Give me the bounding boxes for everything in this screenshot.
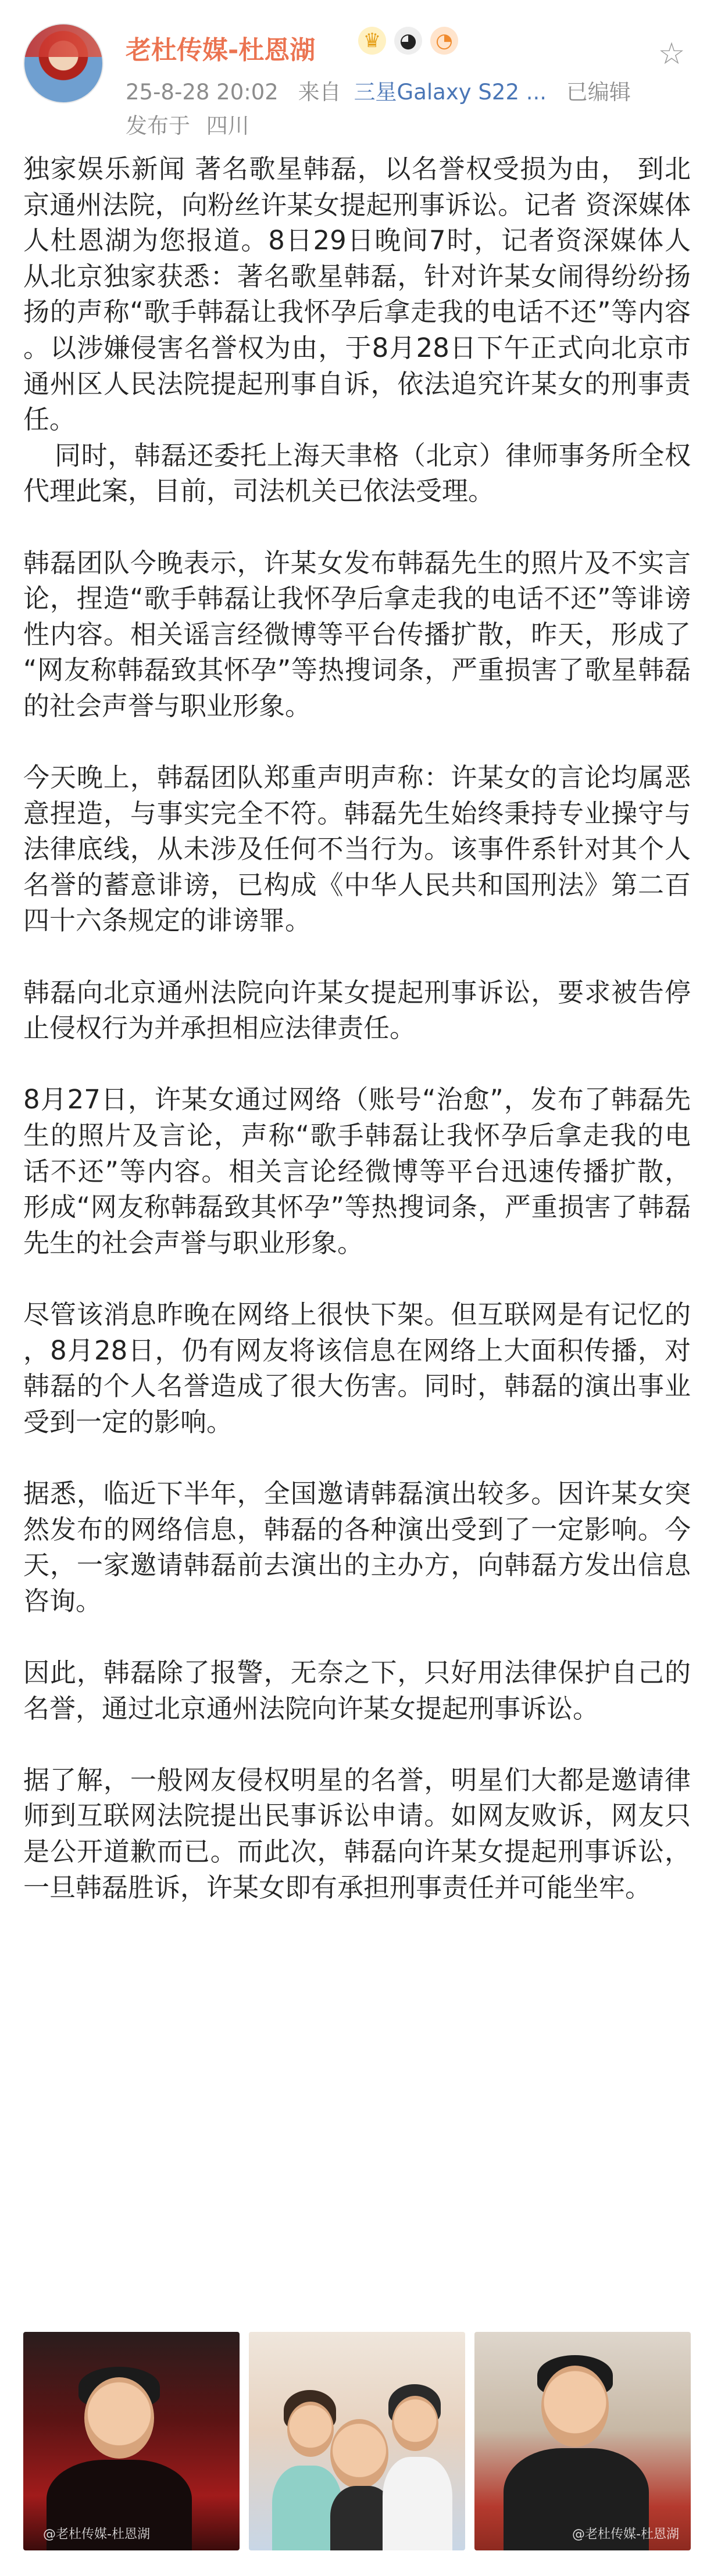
paragraph-5: 韩磊向北京通州法院向许某女提起刑事诉讼，要求被告停止侵权行为并承担相应法律责任。 (23, 976, 691, 1044)
paragraph-2: 同时，韩磊还委托上海天聿格（北京）律师事务所全权代理此案，目前，司法机关已依法受理。 (23, 439, 691, 507)
post-timestamp: 25-8-28 20:02 (126, 80, 279, 105)
paragraph-3: 韩磊团队今晚表示，许某女发布韩磊先生的照片及不实言论，捏造“歌手韩磊让我怀孕后拿走我的电话不还”等诽谤性内容。相关谣言经微博等平台传播扩散，昨天，形成了“网友称韩磊致其怀孕”等热搜词条，严重损害了歌星韩磊的社会声誉与职业形象。 (23, 547, 691, 721)
location-prefix: 发布于 (126, 113, 190, 138)
location-value: 四川 (206, 113, 249, 138)
author-name[interactable]: 老杜传媒-杜恩湖 (126, 35, 316, 65)
paragraph-10: 据了解，一般网友侵权明星的名誉，明星们大都是邀请律师到互联网法院提出民事诉讼申请。如网友败诉，网友只是公开道歉而已。而此次，韩磊向许某女提起刑事诉讼，一旦韩磊胜诉，许某女即有承担刑事责任并可能坐牢。 (23, 1764, 691, 1903)
post-header (0, 0, 714, 156)
photo-subject-face (541, 2366, 609, 2447)
photo-watermark: @老杜传媒-杜恩湖 (572, 2527, 679, 2542)
photo-thumbnail[interactable] (23, 2332, 240, 2550)
photo-subject-face (84, 2377, 154, 2459)
favorite-star-icon[interactable]: ☆ (658, 37, 686, 71)
device-link[interactable]: 三星Galaxy S22 ... (354, 80, 547, 105)
paragraph-4: 今天晚上，韩磊团队郑重声明声称：许某女的言论均属恶意捏造，与事实完全不符。韩磊先生始终秉持专业操守与法律底线，从未涉及任何不当行为。该事件系针对其个人名誉的蓄意诽谤，已构成《中华人民共和国刑法》第二百四十六条规定的诽谤罪。 (23, 762, 691, 936)
user-badges (358, 27, 458, 55)
source-prefix: 来自 (298, 80, 341, 105)
crown-icon[interactable]: ♛ (358, 27, 386, 55)
paragraph-1: 独家娱乐新闻 著名歌星韩磊，以名誉权受损为由， 到北京通州法院，向粉丝许某女提起刑事诉讼。记者 资深媒体人杜恩湖为您报道。8日29日晚间7时，记者资深媒体人从北京独家获悉：著名歌星韩磊，针对许某女闹得纷纷扬扬的声称“歌手韩磊让我怀孕后拿走我的电话不还”等内容。以涉嫌侵害名誉权为由，于8月28日下午正式向北京市通州区人民法院提起刑事自诉，依法追究许某女的刑事责任。 (23, 153, 691, 435)
post-body (23, 151, 691, 1905)
avatar-background (24, 24, 102, 57)
photo-subject-shirt (383, 2457, 452, 2550)
post-location (126, 108, 259, 139)
fish-icon[interactable]: ◔ (430, 27, 458, 55)
paragraph-8: 据悉，临近下半年，全国邀请韩磊演出较多。因许某女突然发布的网络信息，韩磊的各种演出受到了一定影响。今天，一家邀请韩磊前去演出的主办方，向韩磊方发出信息咨询。 (23, 1477, 691, 1616)
photo-thumbnail[interactable] (474, 2332, 691, 2550)
photo-watermark: @老杜传媒-杜恩湖 (43, 2527, 150, 2542)
photo-subject-face (287, 2402, 334, 2457)
avatar[interactable] (23, 23, 103, 103)
paragraph-9: 因此，韩磊除了报警，无奈之下，只好用法律保护自己的名誉，通过北京通州法院向许某女提起刑事诉讼。 (23, 1656, 691, 1724)
panda-icon[interactable]: ◕ (394, 27, 422, 55)
post-meta (126, 74, 644, 106)
photo-grid (23, 2332, 691, 2550)
paragraph-7: 尽管该消息昨晚在网络上很快下架。但互联网是有记忆的，8月28日，仍有网友将该信息在网络上大面积传播，对韩磊的个人名誉造成了很大伤害。同时，韩磊的演出事业受到一定的影响。 (23, 1299, 691, 1437)
photo-subject-face (330, 2419, 388, 2489)
paragraph-6: 8月27日，许某女通过网络（账号“治愈”，发布了韩磊先生的照片及言论，声称“歌手韩磊让我怀孕后拿走我的电话不还”等内容。相关言论经微博等平台迅速传播扩散，形成“网友称韩磊致其怀孕”等热搜词条，严重损害了韩磊先生的社会声誉与职业形象。 (23, 1084, 691, 1258)
edited-label[interactable]: 已编辑 (566, 80, 631, 105)
photo-subject-face (392, 2396, 438, 2451)
photo-thumbnail[interactable] (249, 2332, 465, 2550)
